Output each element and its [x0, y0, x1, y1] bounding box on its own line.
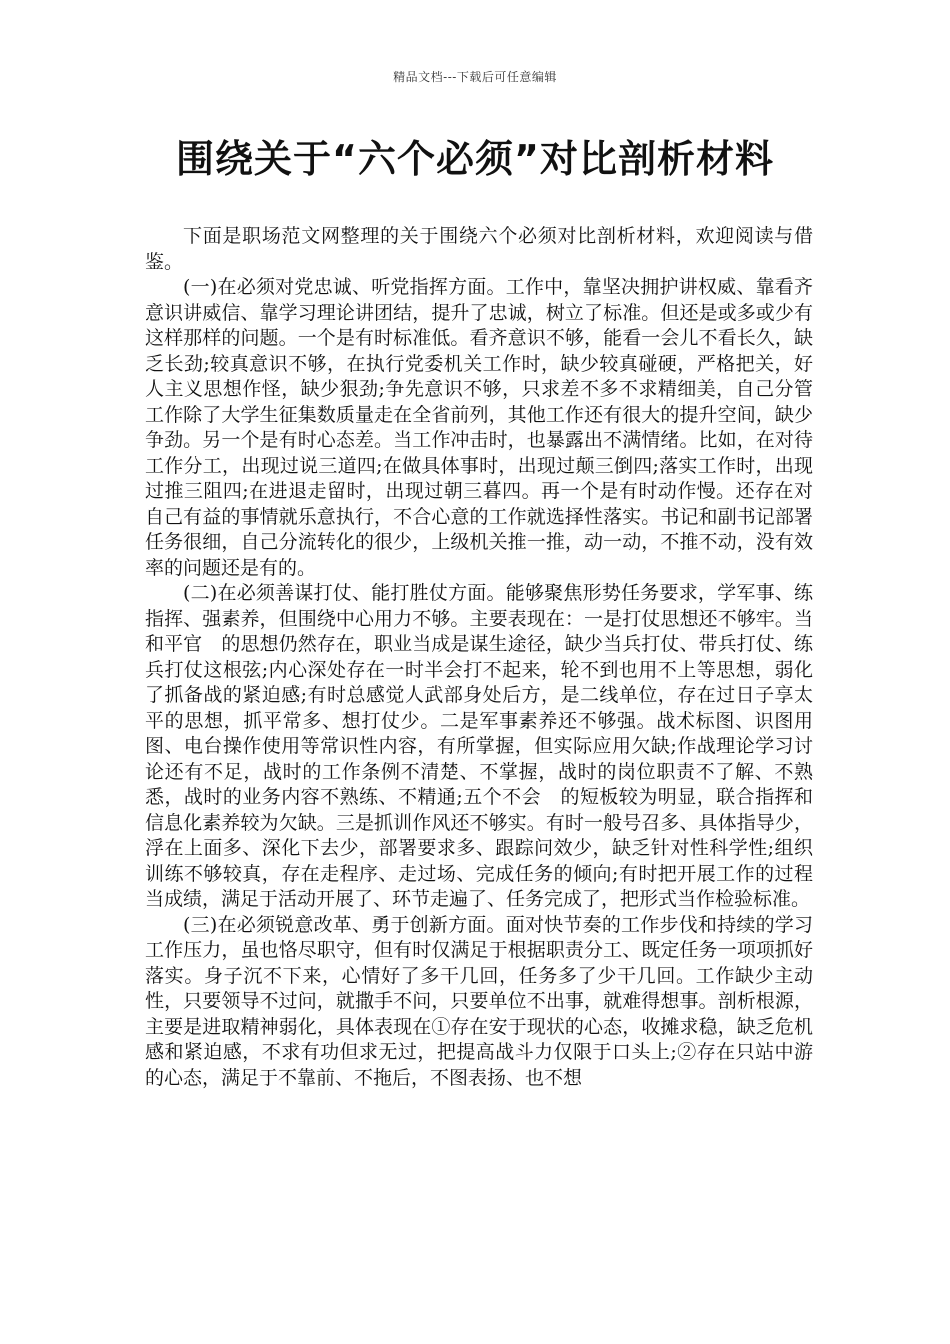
header-note: 精品文档---下载后可任意编辑 [393, 70, 557, 84]
document-title: 围绕关于“六个必须”对比剖析材料 [176, 137, 774, 181]
paragraph-section-2: (二)在必须善谋打仗、能打胜仗方面。能够聚焦形势任务要求，学军事、练指挥、强素养，但围绕中心用力不够。主要表现在：一是打仗思想还不够牢。当 和平官 的思想仍然存在，职业当成是谋生途径，缺少当兵打仗、带兵打仗、练兵打仗这根弦;内心深处存在一时半会打不起来，轮不到也用不上等思想，弱化了抓备战的紧迫感;有时总感觉人武部身处后方，是二线单位，存在过日子享太平的思想，抓平常多、想打仗少。二是军事素养还不够强。战术标图、识图用图、电台操作使用等常识性内容，有所掌握，但实际应用欠缺;作战理论学习讨论还有不足，战时的工作条例不清楚、不掌握，战时的岗位职责不了解、不熟悉，战时的业务内容不熟练、不精通;五个不会 的短板较为明显，联合指挥和信息化素养较为欠缺。三是抓训作风还不够实。有时一般号召多、具体指导少，浮在上面多、深化下去少，部署要求多、跟踪问效少，缺乏针对性科学性;组织训练不够较真，存在走程序、走过场、完成任务的倾向;有时把开展工作的过程当成绩，满足于活动开展了、环节走遍了、任务完成了，把形式当作检验标准。 [145, 582, 833, 910]
paragraph-section-3: (三)在必须锐意改革、勇于创新方面。面对快节奏的工作步伐和持续的学习工作压力，虽也恪尽职守，但有时仅满足于根据职责分工、既定任务一项项抓好落实。身子沉不下来，心情好了多干几回，任务多了少干几回。工作缺少主动性，只要领导不过问，就撒手不问，只要单位不出事，就难得想事。剖析根源，主要是进取精神弱化，具体表现在①存在安于现状的心态，收摊求稳，缺乏危机感和紧迫感，不求有功但求无过，把提高战斗力仅限于口头上;②存在只站中游的心态，满足于不靠前、不拖后，不图表扬、也不想 [145, 913, 813, 1089]
paragraph-section-1: (一)在必须对党忠诚、听党指挥方面。工作中，靠坚决拥护讲权威、靠看齐意识讲威信、靠学习理论讲团结，提升了忠诚，树立了标准。但还是或多或少有这样那样的问题。一个是有时标准低。看齐意识不够，能看一会儿不看长久，缺乏长劲;较真意识不够，在执行党委机关工作时，缺少较真碰硬，严格把关，好人主义思想作怪，缺少狠劲;争先意识不够，只求差不多不求精细美，自己分管工作除了大学生征集数质量走在全省前列，其他工作还有很大的提升空间，缺少争劲。另一个是有时心态差。当工作冲击时，也暴露出不满情绪。比如，在对待工作分工，出现过说三道四;在做具体事时，出现过颠三倒四;落实工作时，出现过推三阻四;在进退走留时，出现过朝三暮四。再一个是有时动作慢。还存在对自己有益的事情就乐意执行，不合心意的工作就选择性落实。书记和副书记部署任务很细，自己分流转化的很少，上级机关推一推，动一动，不推不动，没有效率的问题还是有的。 [145, 276, 813, 579]
document-body [145, 224, 833, 1091]
paragraph-intro: 下面是职场范文网整理的关于围绕六个必须对比剖析材料，欢迎阅读与借鉴。 [145, 225, 813, 273]
